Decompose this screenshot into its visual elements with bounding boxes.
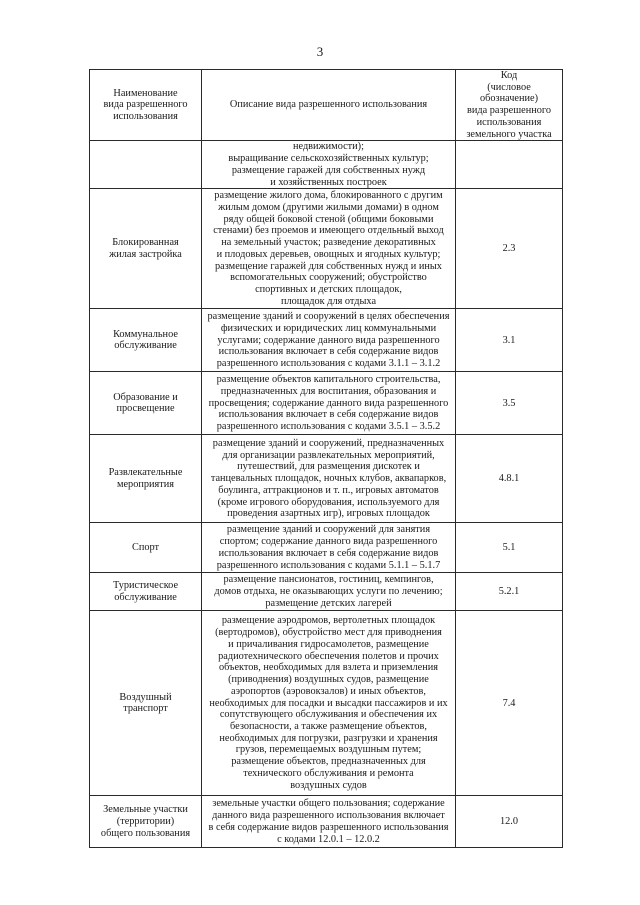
use-description-cell: размещение зданий и сооружений, предназначенных для организации развлекательных мероприятий, путешествий, для размещения дискотек и танцевальных площадок, ночных клубов, аквапарков, боулинга, аттракционов и т. п., игровых автоматов (кроме игрового оборудования, используемого для проведения азартных игр), игровых площадок <box>202 435 456 523</box>
header-code-cell: Код (числовое обозначение) вида разрешенного использования земельного участка <box>456 70 563 141</box>
table-row <box>90 435 563 523</box>
use-description-cell: размещение объектов капитального строительства, предназначенных для воспитания, образования и просвещения; содержание данного вида разрешенного использования включает в себя содержание видов разрешенного использования с кодами 3.5.1 – 3.5.2 <box>202 372 456 435</box>
use-name-cell: Туристическое обслуживание <box>90 573 202 611</box>
header-description-cell: Описание вида разрешенного использования <box>202 70 456 141</box>
header-name-cell: Наименование вида разрешенного использования <box>90 70 202 141</box>
use-code-cell: 3.5 <box>456 372 563 435</box>
use-code-cell: 5.2.1 <box>456 573 563 611</box>
use-description-cell: недвижимости); выращивание сельскохозяйственных культур; размещение гаражей для собственных нужд и хозяйственных построек <box>202 141 456 189</box>
table-row <box>90 189 563 309</box>
use-name-cell: Коммунальное обслуживание <box>90 309 202 372</box>
table-row <box>90 372 563 435</box>
use-name-cell: Развлекательные мероприятия <box>90 435 202 523</box>
use-description-cell: размещение жилого дома, блокированного с другим жилым домом (другими жилыми домами) в одном ряду общей боковой стеной (общими боковыми стенами) без проемов и имеющего отдельный выход на земельный участок; разведение декоративных и плодовых деревьев, овощных и ягодных культур; размещение гаражей для собственных нужд и иных вспомогательных сооружений; обустройство спортивных и детских площадок, площадок для отдыха <box>202 189 456 309</box>
use-name-cell: Блокированная жилая застройка <box>90 189 202 309</box>
table-row <box>90 796 563 848</box>
table-row <box>90 309 563 372</box>
use-code-cell <box>456 141 563 189</box>
land-use-table <box>89 69 563 848</box>
use-code-cell: 7.4 <box>456 611 563 796</box>
table-row <box>90 141 563 189</box>
use-description-cell: размещение зданий и сооружений для занятия спортом; содержание данного вида разрешенного использования включает в себя содержание видов разрешенного использования с кодами 5.1.1 – 5.1.7 <box>202 523 456 573</box>
use-name-cell: Спорт <box>90 523 202 573</box>
page-number: 3 <box>316 44 324 59</box>
use-description-cell: размещение пансионатов, гостиниц, кемпингов, домов отдыха, не оказывающих услуги по лечению; размещение детских лагерей <box>202 573 456 611</box>
use-code-cell: 4.8.1 <box>456 435 563 523</box>
table-row <box>90 611 563 796</box>
use-code-cell: 3.1 <box>456 309 563 372</box>
use-description-cell: земельные участки общего пользования; содержание данного вида разрешенного использования включает в себя содержание видов разрешенного использования с кодами 12.0.1 – 12.0.2 <box>202 796 456 848</box>
use-name-cell <box>90 141 202 189</box>
use-code-cell: 5.1 <box>456 523 563 573</box>
use-code-cell: 12.0 <box>456 796 563 848</box>
table-row <box>90 523 563 573</box>
use-name-cell: Земельные участки (территории) общего пользования <box>90 796 202 848</box>
use-description-cell: размещение аэродромов, вертолетных площадок (вертодромов), обустройство мест для приводнения и причаливания гидросамолетов, размещение радиотехнического обеспечения полетов и прочих объектов, необходимых для взлета и приземления (приводнения) воздушных судов, размещение аэропортов (аэровокзалов) и иных объектов, необходимых для посадки и высадки пассажиров и их сопутствующего обслуживания и обеспечения их безопасности, а также размещение объектов, необходимых для погрузки, разгрузки и хранения грузов, перемещаемых воздушным путем; размещение объектов, предназначенных для технического обслуживания и ремонта воздушных судов <box>202 611 456 796</box>
table-row <box>90 573 563 611</box>
use-name-cell: Образование и просвещение <box>90 372 202 435</box>
use-description-cell: размещение зданий и сооружений в целях обеспечения физических и юридических лиц коммунальными услугами; содержание данного вида разрешенного использования включает в себя содержание видов разрешенного использования с кодами 3.1.1 – 3.1.2 <box>202 309 456 372</box>
use-name-cell: Воздушный транспорт <box>90 611 202 796</box>
table-header-row <box>90 70 563 141</box>
use-code-cell: 2.3 <box>456 189 563 309</box>
